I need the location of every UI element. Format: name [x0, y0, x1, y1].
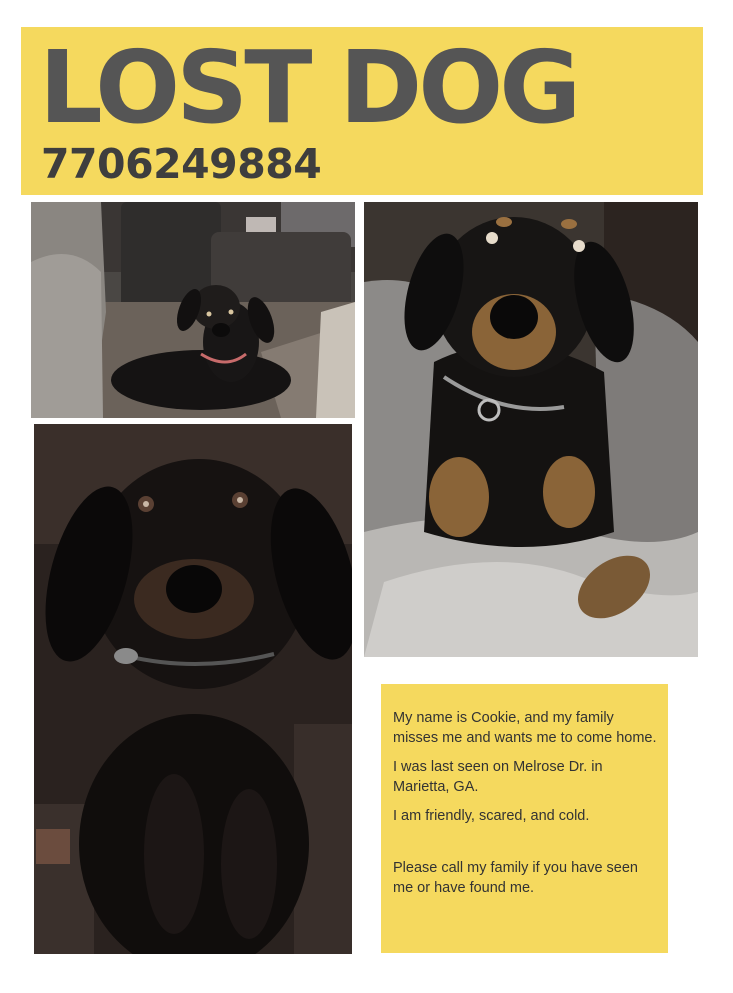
info-paragraph-name: My name is Cookie, and my family misses me and wants me to come home.	[393, 710, 657, 746]
dog-photo-closeup	[34, 424, 352, 954]
contact-phone: 7706249884	[41, 140, 322, 188]
lost-dog-banner	[21, 27, 703, 195]
dog-photo-on-bed	[364, 202, 698, 657]
info-paragraph-call-to-action: Please call my family if you have seen me or have found me.	[393, 860, 638, 896]
dog-photo-living-room	[31, 202, 355, 418]
poster-title: LOST DOG	[39, 29, 578, 146]
dog-info-box	[381, 684, 668, 953]
info-paragraph-temperament: I am friendly, scared, and cold.	[393, 808, 590, 824]
info-paragraph-location: I was last seen on Melrose Dr. in Marietta, GA.	[393, 759, 603, 795]
